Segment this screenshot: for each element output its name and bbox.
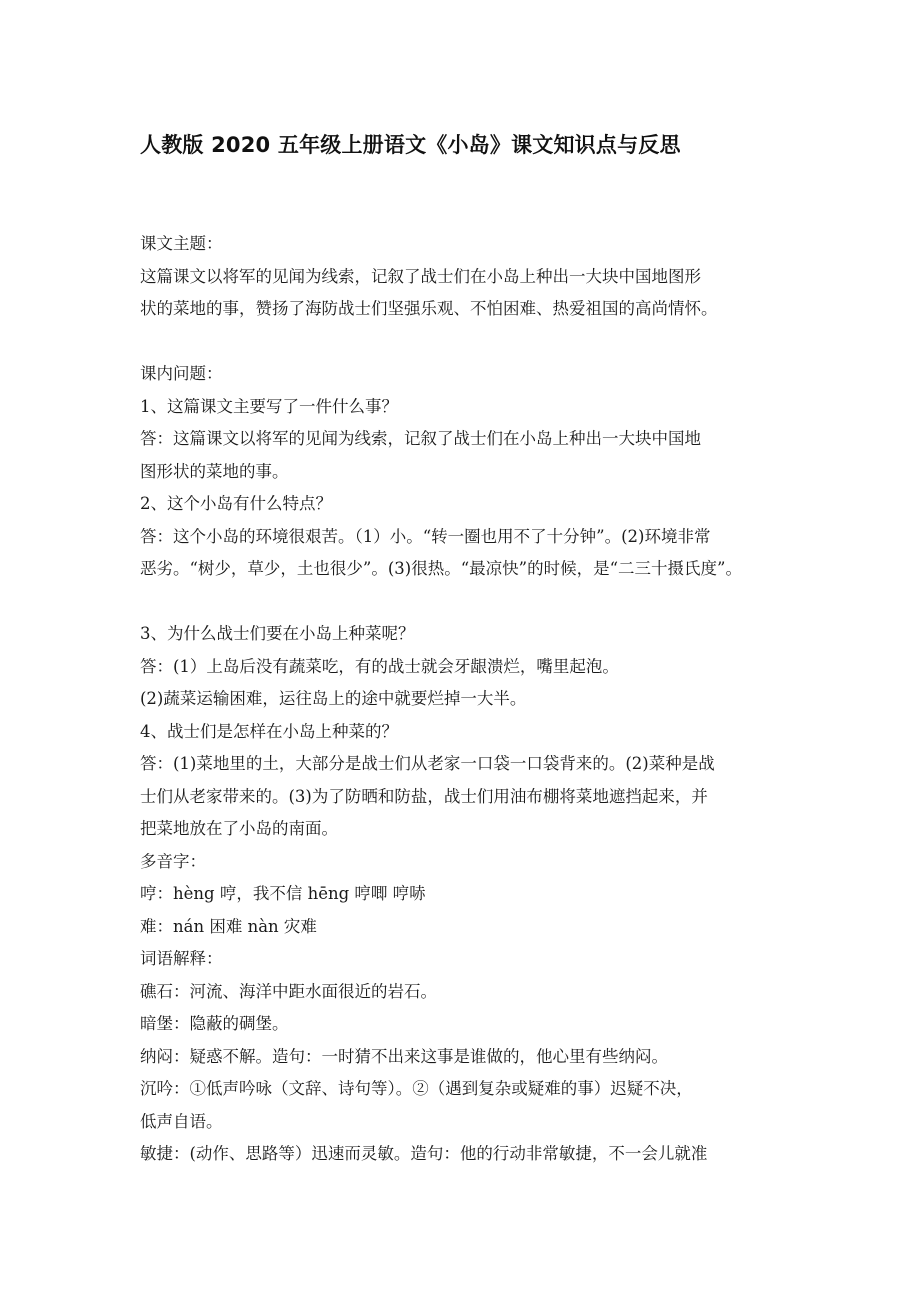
answer-4-line: 答：(1)菜地里的土，大部分是战士们从老家一口袋一口袋背来的。(2)菜种是战 <box>140 754 715 773</box>
vocab-heading: 词语解释： <box>140 949 223 968</box>
polyphone-line: 难：nán 困难 nàn 灾难 <box>140 916 317 936</box>
paragraph-gap <box>140 326 790 359</box>
vocab-line: 敏捷：(动作、思路等）迅速而灵敏。造句：他的行动非常敏捷，不一会儿就准 <box>140 1144 708 1163</box>
paragraph-gap <box>140 586 790 619</box>
vocab-line: 低声自语。 <box>140 1111 223 1131</box>
answer-2-line: 答：这个小岛的环境很艰苦。（1）小。“转一圈也用不了十分钟”。(2)环境非常 <box>140 526 711 546</box>
answer-3-line: 答：(1）上岛后没有蔬菜吃，有的战士就会牙龈溃烂，嘴里起泡。 <box>140 656 619 676</box>
answer-2-line: 恶劣。“树少，草少，土也很少”。(3)很热。“最凉快”的时候，是“二三十摄氏度”。 <box>140 559 742 578</box>
theme-line: 状的菜地的事，赞扬了海防战士们坚强乐观、不怕困难、热爱祖国的高尚情怀。 <box>140 299 718 318</box>
question-2: 2、这个小岛有什么特点？ <box>140 494 332 513</box>
question-4: 4、战士们是怎样在小岛上种菜的？ <box>140 721 398 741</box>
theme-line: 这篇课文以将军的见闻为线索，记叙了战士们在小岛上种出一大块中国地图形 <box>140 266 701 286</box>
questions-heading: 课内问题： <box>140 364 223 383</box>
vocab-line: 纳闷：疑惑不解。造句：一时猜不出来这事是谁做的，他心里有些纳闷。 <box>140 1046 668 1066</box>
vocab-line: 沉吟：①低声吟咏（文辞、诗句等）。②（遇到复杂或疑难的事）迟疑不决， <box>140 1079 693 1098</box>
polyphone-line: 哼：hèng 哼，我不信 hēng 哼唧 哼哧 <box>140 884 426 903</box>
vocab-line: 礁石：河流、海洋中距水面很近的岩石。 <box>140 981 437 1001</box>
question-3: 3、为什么战士们要在小岛上种菜呢？ <box>140 624 415 643</box>
answer-3-line: (2)蔬菜运输困难，运往岛上的途中就要烂掉一大半。 <box>140 689 527 708</box>
theme-heading: 课文主题： <box>140 234 223 253</box>
polyphone-heading: 多音字： <box>140 851 206 871</box>
answer-4-line: 士们从老家带来的。(3)为了防晒和防盐，战士们用油布棚将菜地遮挡起来，并 <box>140 786 708 806</box>
question-1: 1、这篇课文主要写了一件什么事？ <box>140 396 398 416</box>
document-title: 人教版 2020 五年级上册语文《小岛》课文知识点与反思 <box>140 133 681 157</box>
document-body <box>140 228 790 1171</box>
vocab-line: 暗堡：隐蔽的碉堡。 <box>140 1014 289 1033</box>
answer-4-line: 把菜地放在了小岛的南面。 <box>140 819 338 838</box>
answer-1-line: 答：这篇课文以将军的见闻为线索，记叙了战士们在小岛上种出一大块中国地 <box>140 429 701 448</box>
answer-1-line: 图形状的菜地的事。 <box>140 461 289 481</box>
